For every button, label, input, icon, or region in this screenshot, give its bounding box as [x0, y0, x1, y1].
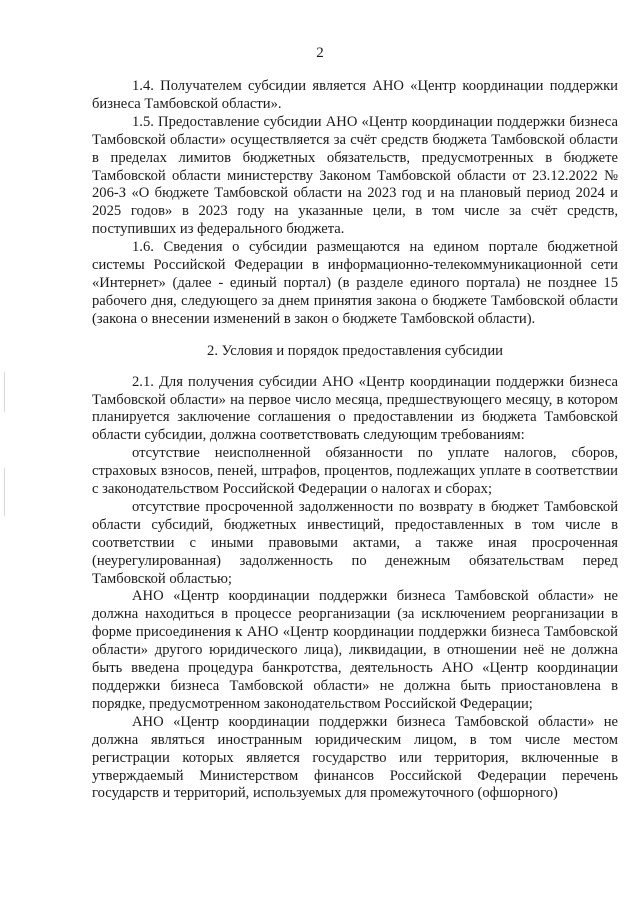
requirement-no-tax-debt: отсутствие неисполненной обязанности по уплате налогов, сборов, страховых взносов, пеней, штрафов, процентов, подлежащих уплате в соответствии с законодательством Российской Федерации о налогах и сборах; [92, 445, 618, 498]
paragraph-1-5: 1.5. Предоставление субсидии АНО «Центр координации поддержки бизнеса Тамбовской области» осуществляется за счёт средств бюджета Тамбовской области в пределах лимитов бюджетных обязательств, предусмотренных в бюджете Тамбовской области министерству Законом Тамбовской области от 23.12.2022 № 206-З «О бюджете Тамбовской области на 2023 год и на плановый период 2024 и 2025 годов» в 2023 году на указанные цели, в том числе за счёт средств, поступивших из федерального бюджета. [92, 113, 618, 238]
requirement-no-overdue-debt: отсутствие просроченной задолженности по возврату в бюджет Тамбовской области субсидий, бюджетных инвестиций, предоставленных в том числе в соответствии с иными правовыми актами, а также иная просроченная (неурегулированная) задолженность по денежным обязательствам перед Тамбовской областью; [92, 498, 618, 587]
paragraph-2-1: 2.1. Для получения субсидии АНО «Центр координации поддержки бизнеса Тамбовской области» на первое число месяца, предшествующего месяцу, в котором планируется заключение соглашения о предоставлении из бюджета Тамбовской области субсидии, должна соответствовать следующим требованиям: [92, 373, 618, 444]
page-number: 2 [316, 45, 324, 61]
margin-mark [4, 372, 5, 412]
requirement-not-foreign-entity: АНО «Центр координации поддержки бизнеса Тамбовской области» не должна являться иностранным юридическим лицом, в том числе местом регистрации которых является государство или территория, включенные в утверждаемый Министерством финансов Российской Федерации перечень государств и территорий, используемых для промежуточного (офшорного) [92, 713, 618, 802]
document-body [92, 78, 618, 803]
margin-mark [4, 468, 5, 516]
requirement-no-reorganization: АНО «Центр координации поддержки бизнеса Тамбовской области» не должна находиться в процессе реорганизации (за исключением реорганизации в форме присоединения к АНО «Центр координации поддержки бизнеса Тамбовской области» другого юридического лица), ликвидации, в отношении неё не должна быть введена процедура банкротства, деятельность АНО «Центр координации поддержки бизнеса Тамбовской области» не должна быть приостановлена в порядке, предусмотренном законодательством Российской Федерации; [92, 588, 618, 712]
paragraph-1-6: 1.6. Сведения о субсидии размещаются на едином портале бюджетной системы Российской Федерации в информационно-телекоммуникационной сети «Интернет» (далее - единый портал) (в разделе единого портала) не позднее 15 рабочего дня, следующего за днем принятия закона о бюджете Тамбовской области (закона о внесении изменений в закон о бюджете Тамбовской области). [92, 239, 618, 327]
section-heading: 2. Условия и порядок предоставления субсидии [207, 342, 503, 359]
paragraph-1-4: 1.4. Получателем субсидии является АНО «Центр координации поддержки бизнеса Тамбовской области». [92, 78, 618, 112]
